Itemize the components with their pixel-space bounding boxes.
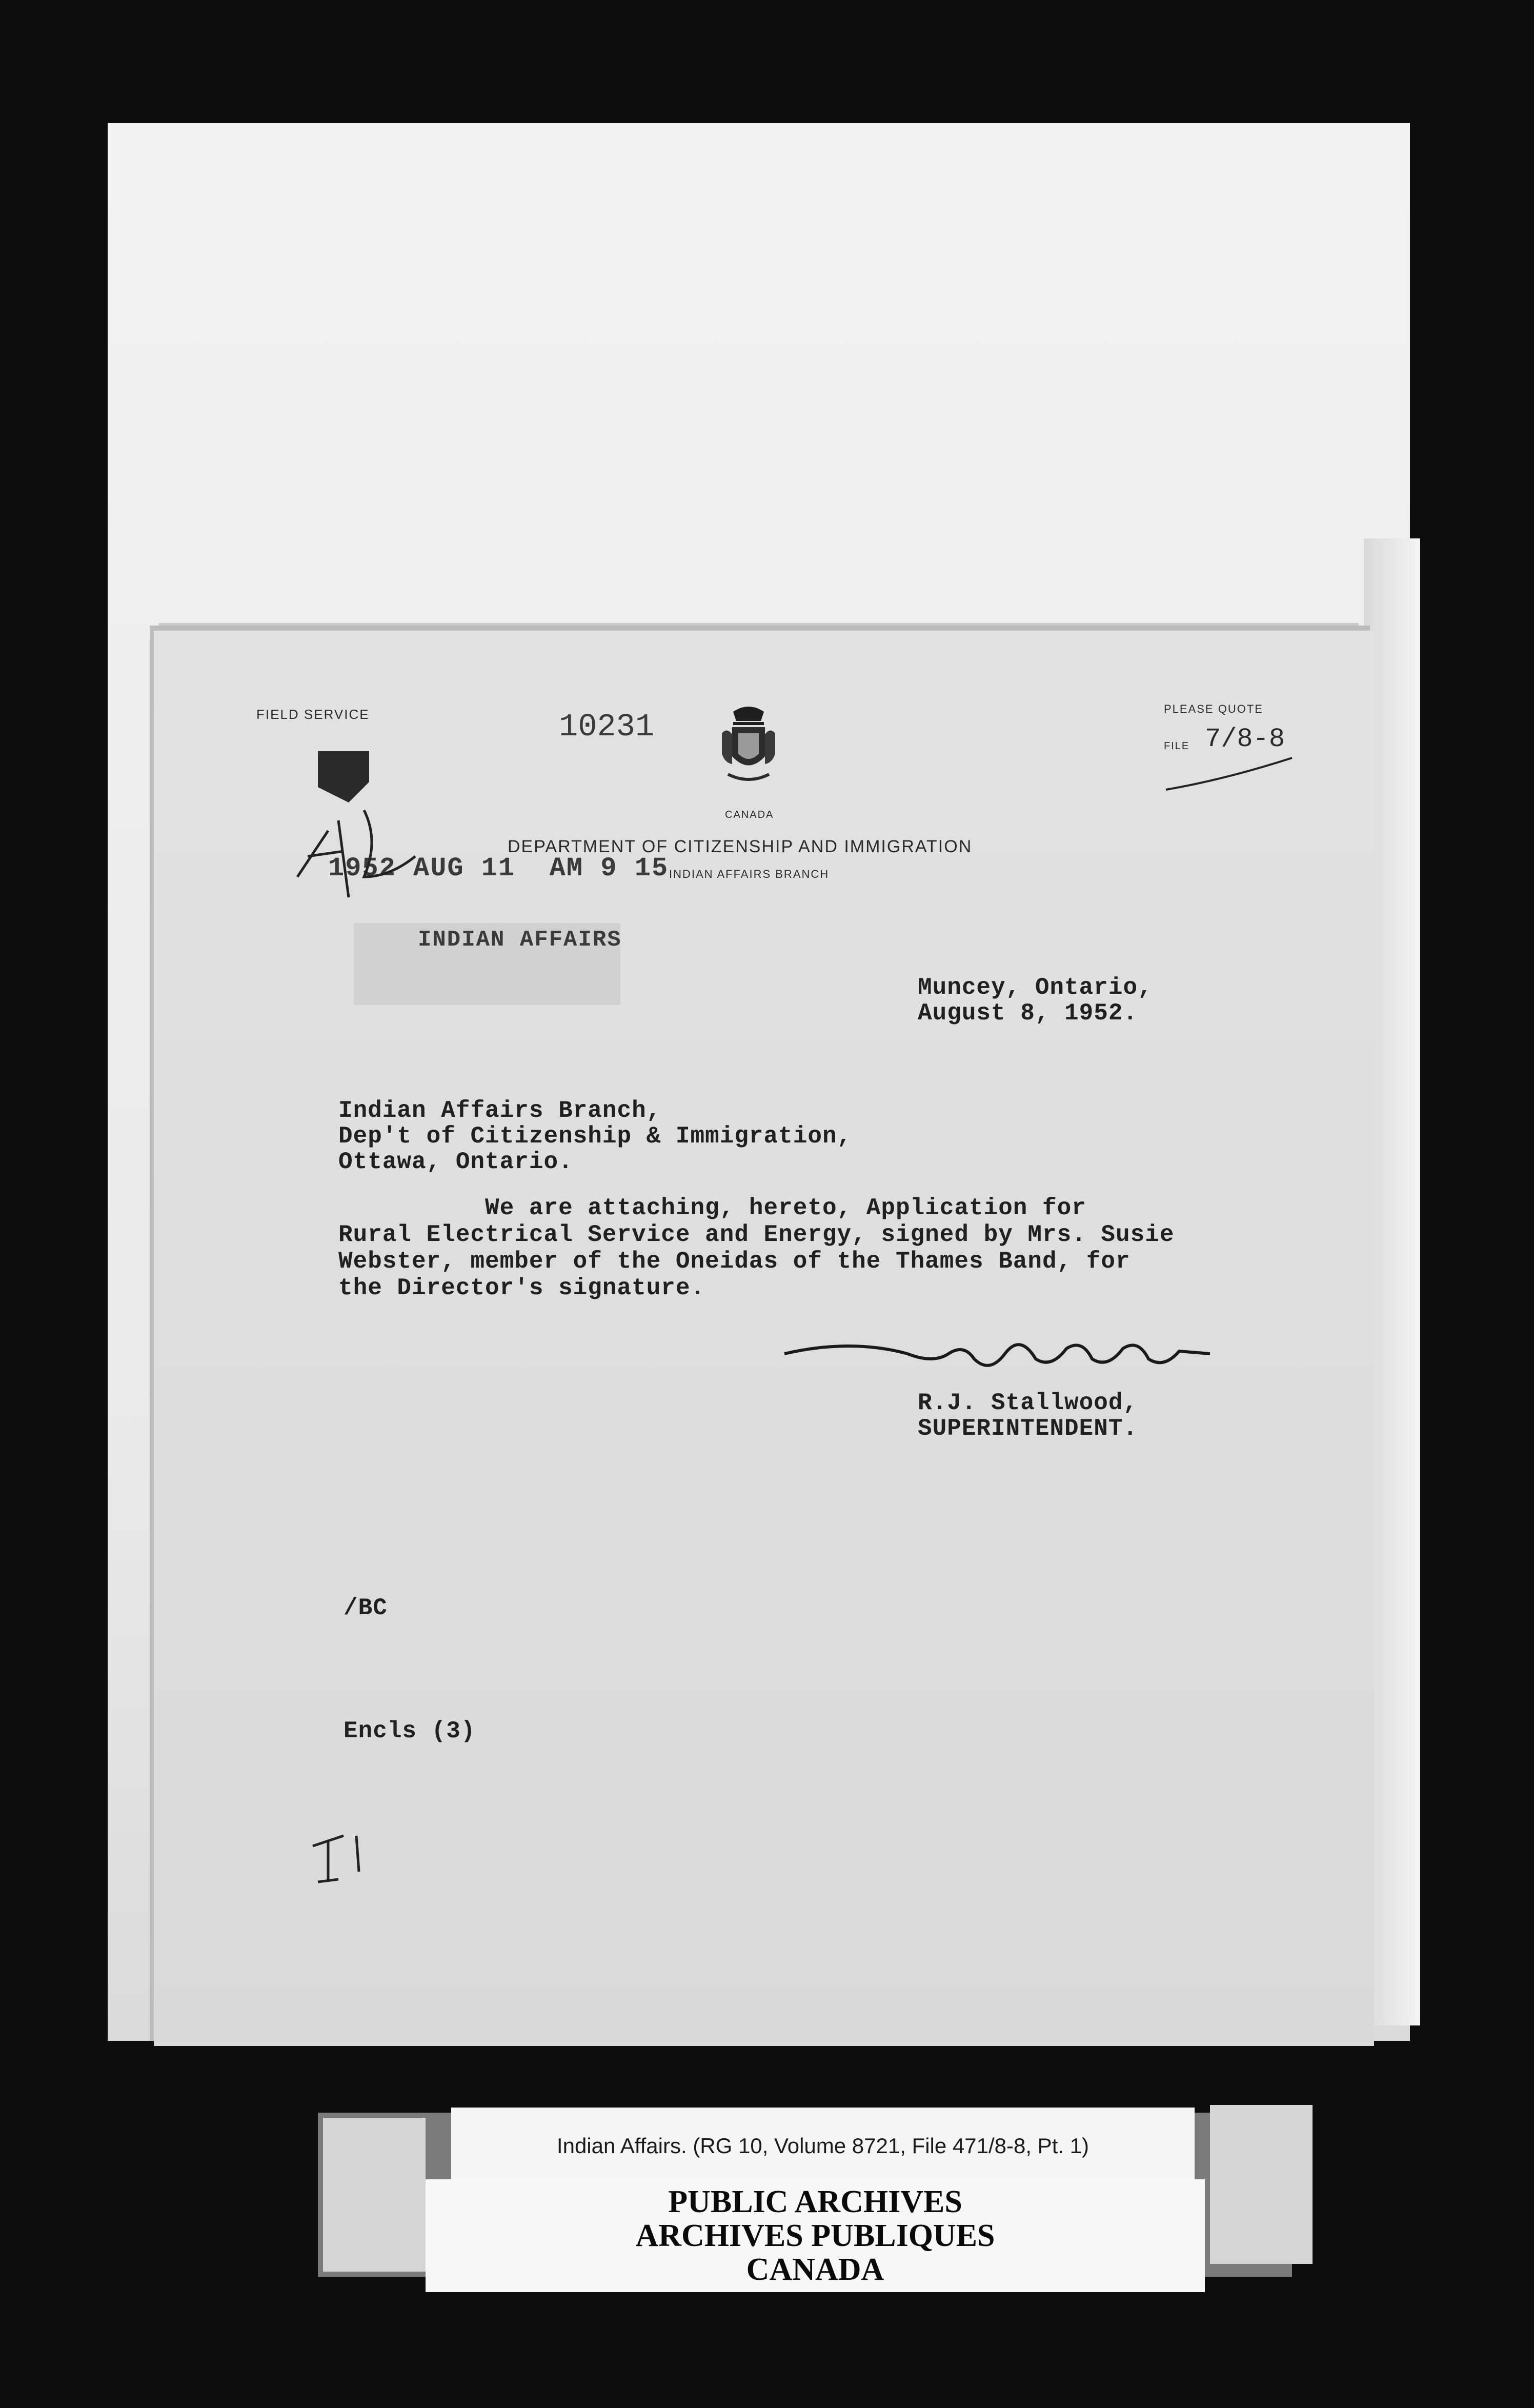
archive-title-strip [426, 2179, 1205, 2292]
signature-title: SUPERINTENDENT. [918, 1415, 1138, 1442]
letter-place: Muncey, Ontario, [918, 974, 1153, 1001]
archive-title-line: CANADA [746, 2252, 884, 2287]
registry-number: 10231 [559, 709, 655, 745]
signature-name: R.J. Stallwood, [918, 1390, 1138, 1416]
typist-initials: /BC [344, 1595, 388, 1621]
archive-title-line: PUBLIC ARCHIVES [668, 2184, 962, 2219]
body-line: We are attaching, hereto, Application for [338, 1195, 1086, 1221]
label-clip-left [323, 2118, 426, 2272]
file-number: 7/8-8 [1205, 724, 1285, 754]
marginal-initials [308, 1825, 374, 1892]
file-label: FILE [1164, 740, 1190, 752]
archive-title-line: ARCHIVES PUBLIQUES [635, 2218, 995, 2253]
received-date-stamp: 1952 AUG 11 AM 9 15 [328, 853, 669, 884]
department-name: DEPARTMENT OF CITIZENSHIP AND IMMIGRATION [508, 837, 973, 856]
branch-name: INDIAN AFFAIRS BRANCH [669, 868, 830, 880]
file-underline-stroke [1164, 754, 1297, 795]
please-quote-label: PLEASE QUOTE [1164, 703, 1263, 715]
enclosures: Encls (3) [344, 1718, 476, 1744]
handwritten-initials [287, 800, 420, 902]
recipient-line: Dep't of Citizenship & Immigration, [338, 1123, 852, 1150]
archive-reference: Indian Affairs. (RG 10, Volume 8721, File 471/8-8, Pt. 1) [556, 2134, 1089, 2158]
crest-caption: CANADA [725, 809, 774, 820]
body-line: the Director's signature. [338, 1275, 705, 1301]
label-clip-right [1210, 2105, 1313, 2264]
recipient-line: Indian Affairs Branch, [338, 1097, 661, 1124]
letter-date: August 8, 1952. [918, 1000, 1138, 1027]
body-line: Rural Electrical Service and Energy, signed by Mrs. Susie [338, 1221, 1175, 1248]
indian-affairs-stamp: INDIAN AFFAIRS [418, 927, 622, 953]
archive-reference-strip [451, 2108, 1195, 2184]
body-line: Webster, member of the Oneidas of the Thames Band, for [338, 1248, 1131, 1275]
recipient-line: Ottawa, Ontario. [338, 1149, 573, 1175]
field-service-label: FIELD SERVICE [256, 707, 370, 722]
handwritten-signature [779, 1323, 1220, 1395]
canada-crest-icon [718, 703, 779, 800]
